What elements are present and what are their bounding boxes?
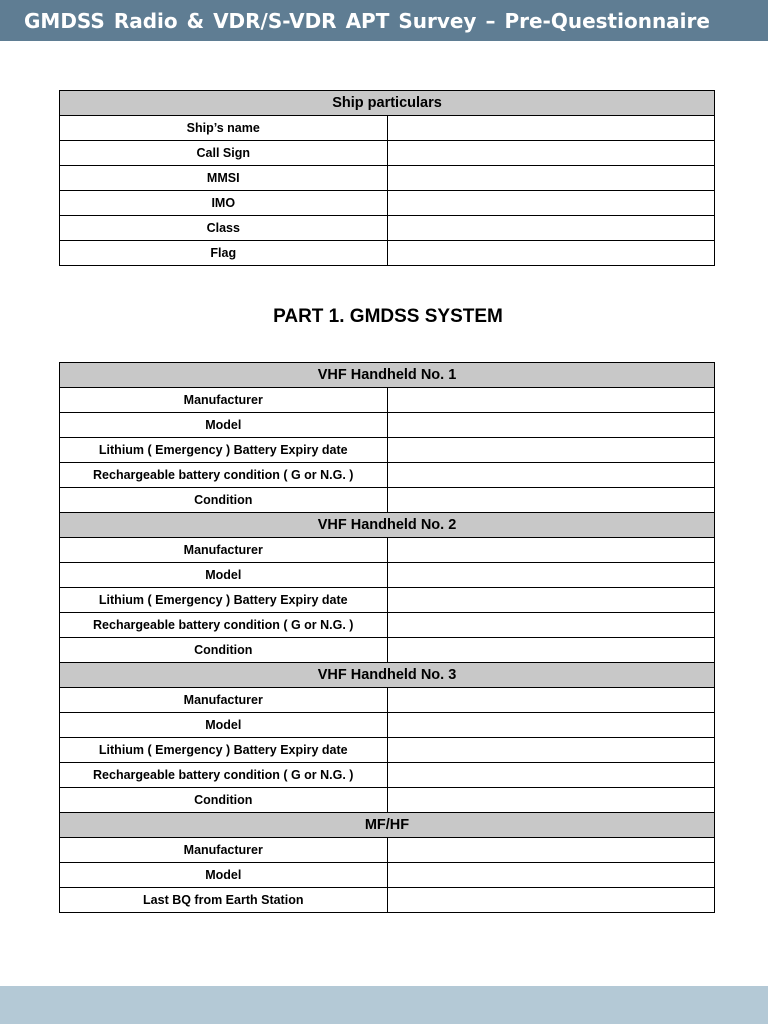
form-row	[60, 141, 715, 166]
field-value-cell[interactable]	[387, 166, 715, 191]
field-value-cell[interactable]	[387, 688, 715, 713]
field-label: Rechargeable battery condition ( G or N.G. )	[60, 613, 388, 638]
section-header-row	[60, 513, 715, 538]
section-heading: VHF Handheld No. 1	[60, 363, 715, 388]
form-row	[60, 488, 715, 513]
form-row	[60, 888, 715, 913]
form-row	[60, 216, 715, 241]
field-value-cell[interactable]	[387, 713, 715, 738]
title-word: Survey	[398, 8, 477, 33]
field-value-cell[interactable]	[387, 638, 715, 663]
title-word: –	[485, 8, 496, 33]
title-word: GMDSS	[24, 8, 105, 33]
form-row	[60, 738, 715, 763]
field-label: Rechargeable battery condition ( G or N.G. )	[60, 763, 388, 788]
form-row	[60, 116, 715, 141]
field-label: Manufacturer	[60, 388, 388, 413]
field-label: Condition	[60, 788, 388, 813]
field-value-cell[interactable]	[387, 488, 715, 513]
section-heading: VHF Handheld No. 2	[60, 513, 715, 538]
form-row	[60, 713, 715, 738]
section-header-row	[60, 363, 715, 388]
form-row	[60, 438, 715, 463]
field-label: Manufacturer	[60, 538, 388, 563]
field-value-cell[interactable]	[387, 116, 715, 141]
field-value-cell[interactable]	[387, 463, 715, 488]
field-label: Lithium ( Emergency ) Battery Expiry date	[60, 738, 388, 763]
form-row	[60, 588, 715, 613]
form-row	[60, 788, 715, 813]
field-value-cell[interactable]	[387, 216, 715, 241]
form-row	[60, 241, 715, 266]
section-heading: VHF Handheld No. 3	[60, 663, 715, 688]
title-word: &	[186, 8, 205, 33]
title-word: Radio	[113, 8, 178, 33]
title-word: Pre-Questionnaire	[504, 8, 710, 33]
gmdss-system-table	[59, 362, 715, 913]
field-value-cell[interactable]	[387, 613, 715, 638]
part-heading: PART 1. GMDSS SYSTEM	[273, 306, 503, 327]
form-row	[60, 613, 715, 638]
form-row	[60, 638, 715, 663]
field-label: Class	[60, 216, 388, 241]
field-value-cell[interactable]	[387, 763, 715, 788]
section-header-row	[60, 663, 715, 688]
form-row	[60, 763, 715, 788]
form-row	[60, 863, 715, 888]
field-value-cell[interactable]	[387, 191, 715, 216]
section-heading: MF/HF	[60, 813, 715, 838]
footer-bar	[0, 986, 768, 1024]
field-label: Last BQ from Earth Station	[60, 888, 388, 913]
field-value-cell[interactable]	[387, 141, 715, 166]
form-row	[60, 538, 715, 563]
field-value-cell[interactable]	[387, 888, 715, 913]
field-value-cell[interactable]	[387, 241, 715, 266]
form-row	[60, 388, 715, 413]
field-label: Condition	[60, 488, 388, 513]
field-value-cell[interactable]	[387, 388, 715, 413]
field-label: Manufacturer	[60, 688, 388, 713]
field-label: Flag	[60, 241, 388, 266]
field-label: Model	[60, 413, 388, 438]
field-label: Condition	[60, 638, 388, 663]
field-label: Model	[60, 563, 388, 588]
field-value-cell[interactable]	[387, 538, 715, 563]
page-title	[0, 0, 768, 41]
form-row	[60, 563, 715, 588]
field-value-cell[interactable]	[387, 838, 715, 863]
title-word: VDR/S-VDR	[213, 8, 337, 33]
field-value-cell[interactable]	[387, 413, 715, 438]
form-row	[60, 191, 715, 216]
field-label: Lithium ( Emergency ) Battery Expiry date	[60, 588, 388, 613]
field-value-cell[interactable]	[387, 563, 715, 588]
form-row	[60, 838, 715, 863]
field-label: IMO	[60, 191, 388, 216]
form-row	[60, 463, 715, 488]
field-label: MMSI	[60, 166, 388, 191]
ship-particulars-table	[59, 90, 715, 266]
field-value-cell[interactable]	[387, 438, 715, 463]
section-heading: Ship particulars	[60, 91, 715, 116]
field-value-cell[interactable]	[387, 588, 715, 613]
section-header-row	[60, 91, 715, 116]
form-row	[60, 688, 715, 713]
field-value-cell[interactable]	[387, 738, 715, 763]
field-value-cell[interactable]	[387, 788, 715, 813]
form-row	[60, 166, 715, 191]
form-row	[60, 413, 715, 438]
field-label: Rechargeable battery condition ( G or N.G. )	[60, 463, 388, 488]
field-label: Lithium ( Emergency ) Battery Expiry date	[60, 438, 388, 463]
field-value-cell[interactable]	[387, 863, 715, 888]
field-label: Model	[60, 863, 388, 888]
title-word: APT	[345, 8, 390, 33]
field-label: Model	[60, 713, 388, 738]
field-label: Ship’s name	[60, 116, 388, 141]
section-header-row	[60, 813, 715, 838]
field-label: Manufacturer	[60, 838, 388, 863]
field-label: Call Sign	[60, 141, 388, 166]
